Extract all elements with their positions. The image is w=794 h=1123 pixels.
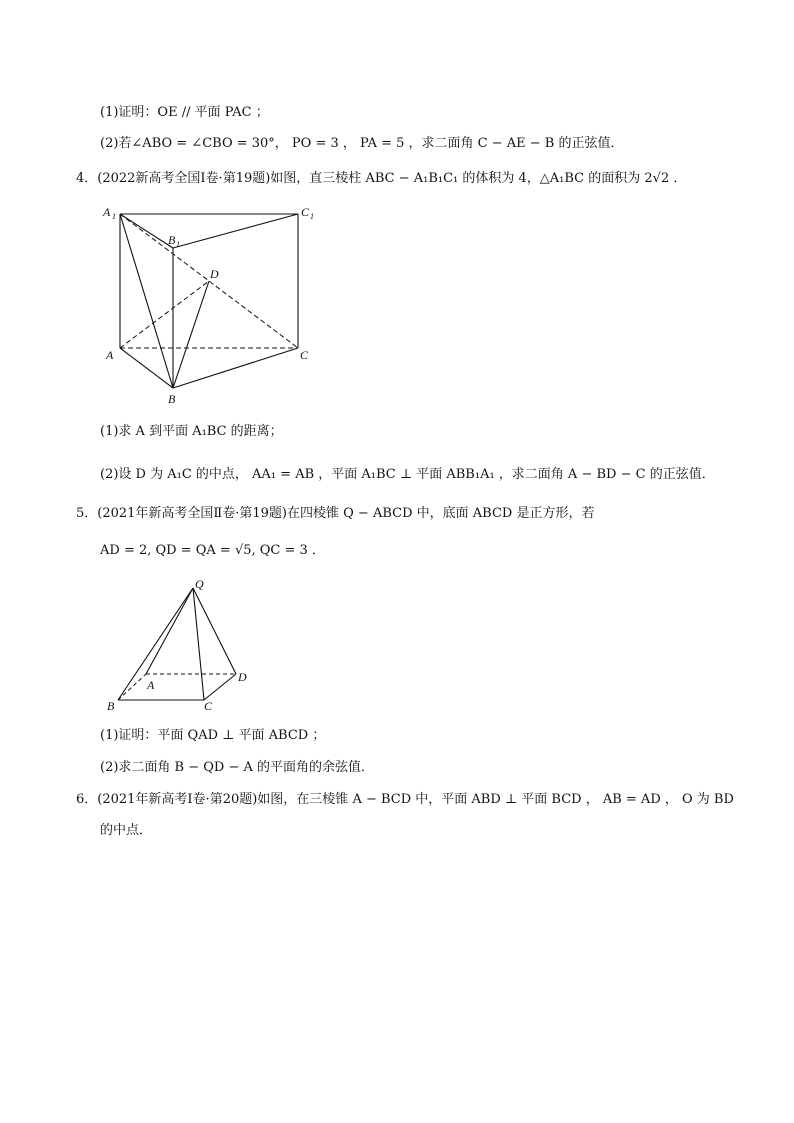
label-d: D	[238, 670, 247, 684]
label-b1: B	[168, 233, 176, 247]
label-q: Q	[195, 577, 204, 591]
label-b: B	[168, 392, 176, 406]
edge-ab	[120, 348, 173, 388]
dashed-ad	[120, 281, 209, 348]
label-c1-sub: 1	[310, 212, 314, 221]
q5-condition: AD = 2, QD = QA = √5, QC = 3 ．	[100, 543, 325, 558]
q4-part2: (2)设 D 为 A₁C 的中点， AA₁ = AB ，平面 A₁BC ⊥ 平面 ABB₁A₁ ，求二面角 A − BD − C 的正弦值．	[100, 467, 715, 482]
edge-qd	[193, 588, 236, 674]
label-c: C	[300, 348, 309, 362]
label-b: B	[107, 699, 115, 713]
edge-a1b	[120, 214, 173, 388]
edge-cd	[204, 674, 236, 700]
label-a1-sub: 1	[112, 212, 116, 221]
label-a: A	[106, 348, 114, 362]
q4-stem: 4．(2022新高考全国Ⅰ卷·第19题)如图，直三棱柱 ABC − A₁B₁C₁ 的体积为 4，△A₁BC 的面积为 2√2 ．	[76, 171, 687, 186]
label-b1-sub: 1	[176, 240, 180, 249]
dashed-ba	[118, 674, 146, 700]
q6-stem-cont: 的中点．	[100, 823, 153, 838]
q3-part2: (2)若∠ABO = ∠CBO = 30°， PO = 3 ， PA = 5 ，求二面角 C − AE − B 的正弦值．	[100, 136, 624, 151]
q6-stem: 6．(2021年新高考Ⅰ卷·第20题)如图，在三棱锥 A − BCD 中，平面 ABD ⊥ 平面 BCD ， AB = AD ， O 为 BD	[76, 792, 734, 807]
label-d: D	[210, 267, 219, 281]
label-c: C	[204, 699, 213, 713]
label-a: A	[147, 678, 155, 692]
edge-bd	[173, 281, 209, 388]
q5-stem: 5．(2021年新高考全国Ⅱ卷·第19题)在四棱锥 Q − ABCD 中，底面 ABCD 是正方形，若	[76, 506, 595, 521]
pyramid-figure	[100, 572, 260, 717]
q5-part1: (1)证明：平面 QAD ⊥ 平面 ABCD ；	[100, 728, 326, 743]
q4-part1: (1)求 A 到平面 A₁BC 的距离；	[100, 424, 283, 439]
label-c1: C	[301, 205, 310, 219]
q3-part1: (1)证明：OE // 平面 PAC ；	[100, 105, 269, 120]
prism-figure	[100, 200, 320, 410]
edge-qb	[118, 588, 193, 700]
label-a1: A	[103, 205, 111, 219]
edge-qc	[193, 588, 204, 700]
edge-bc	[173, 348, 298, 388]
edge-qa	[146, 588, 193, 674]
edge-a1b1	[120, 214, 173, 248]
edge-b1c1	[173, 214, 298, 248]
q5-part2: (2)求二面角 B − QD − A 的平面角的余弦值．	[100, 760, 375, 775]
